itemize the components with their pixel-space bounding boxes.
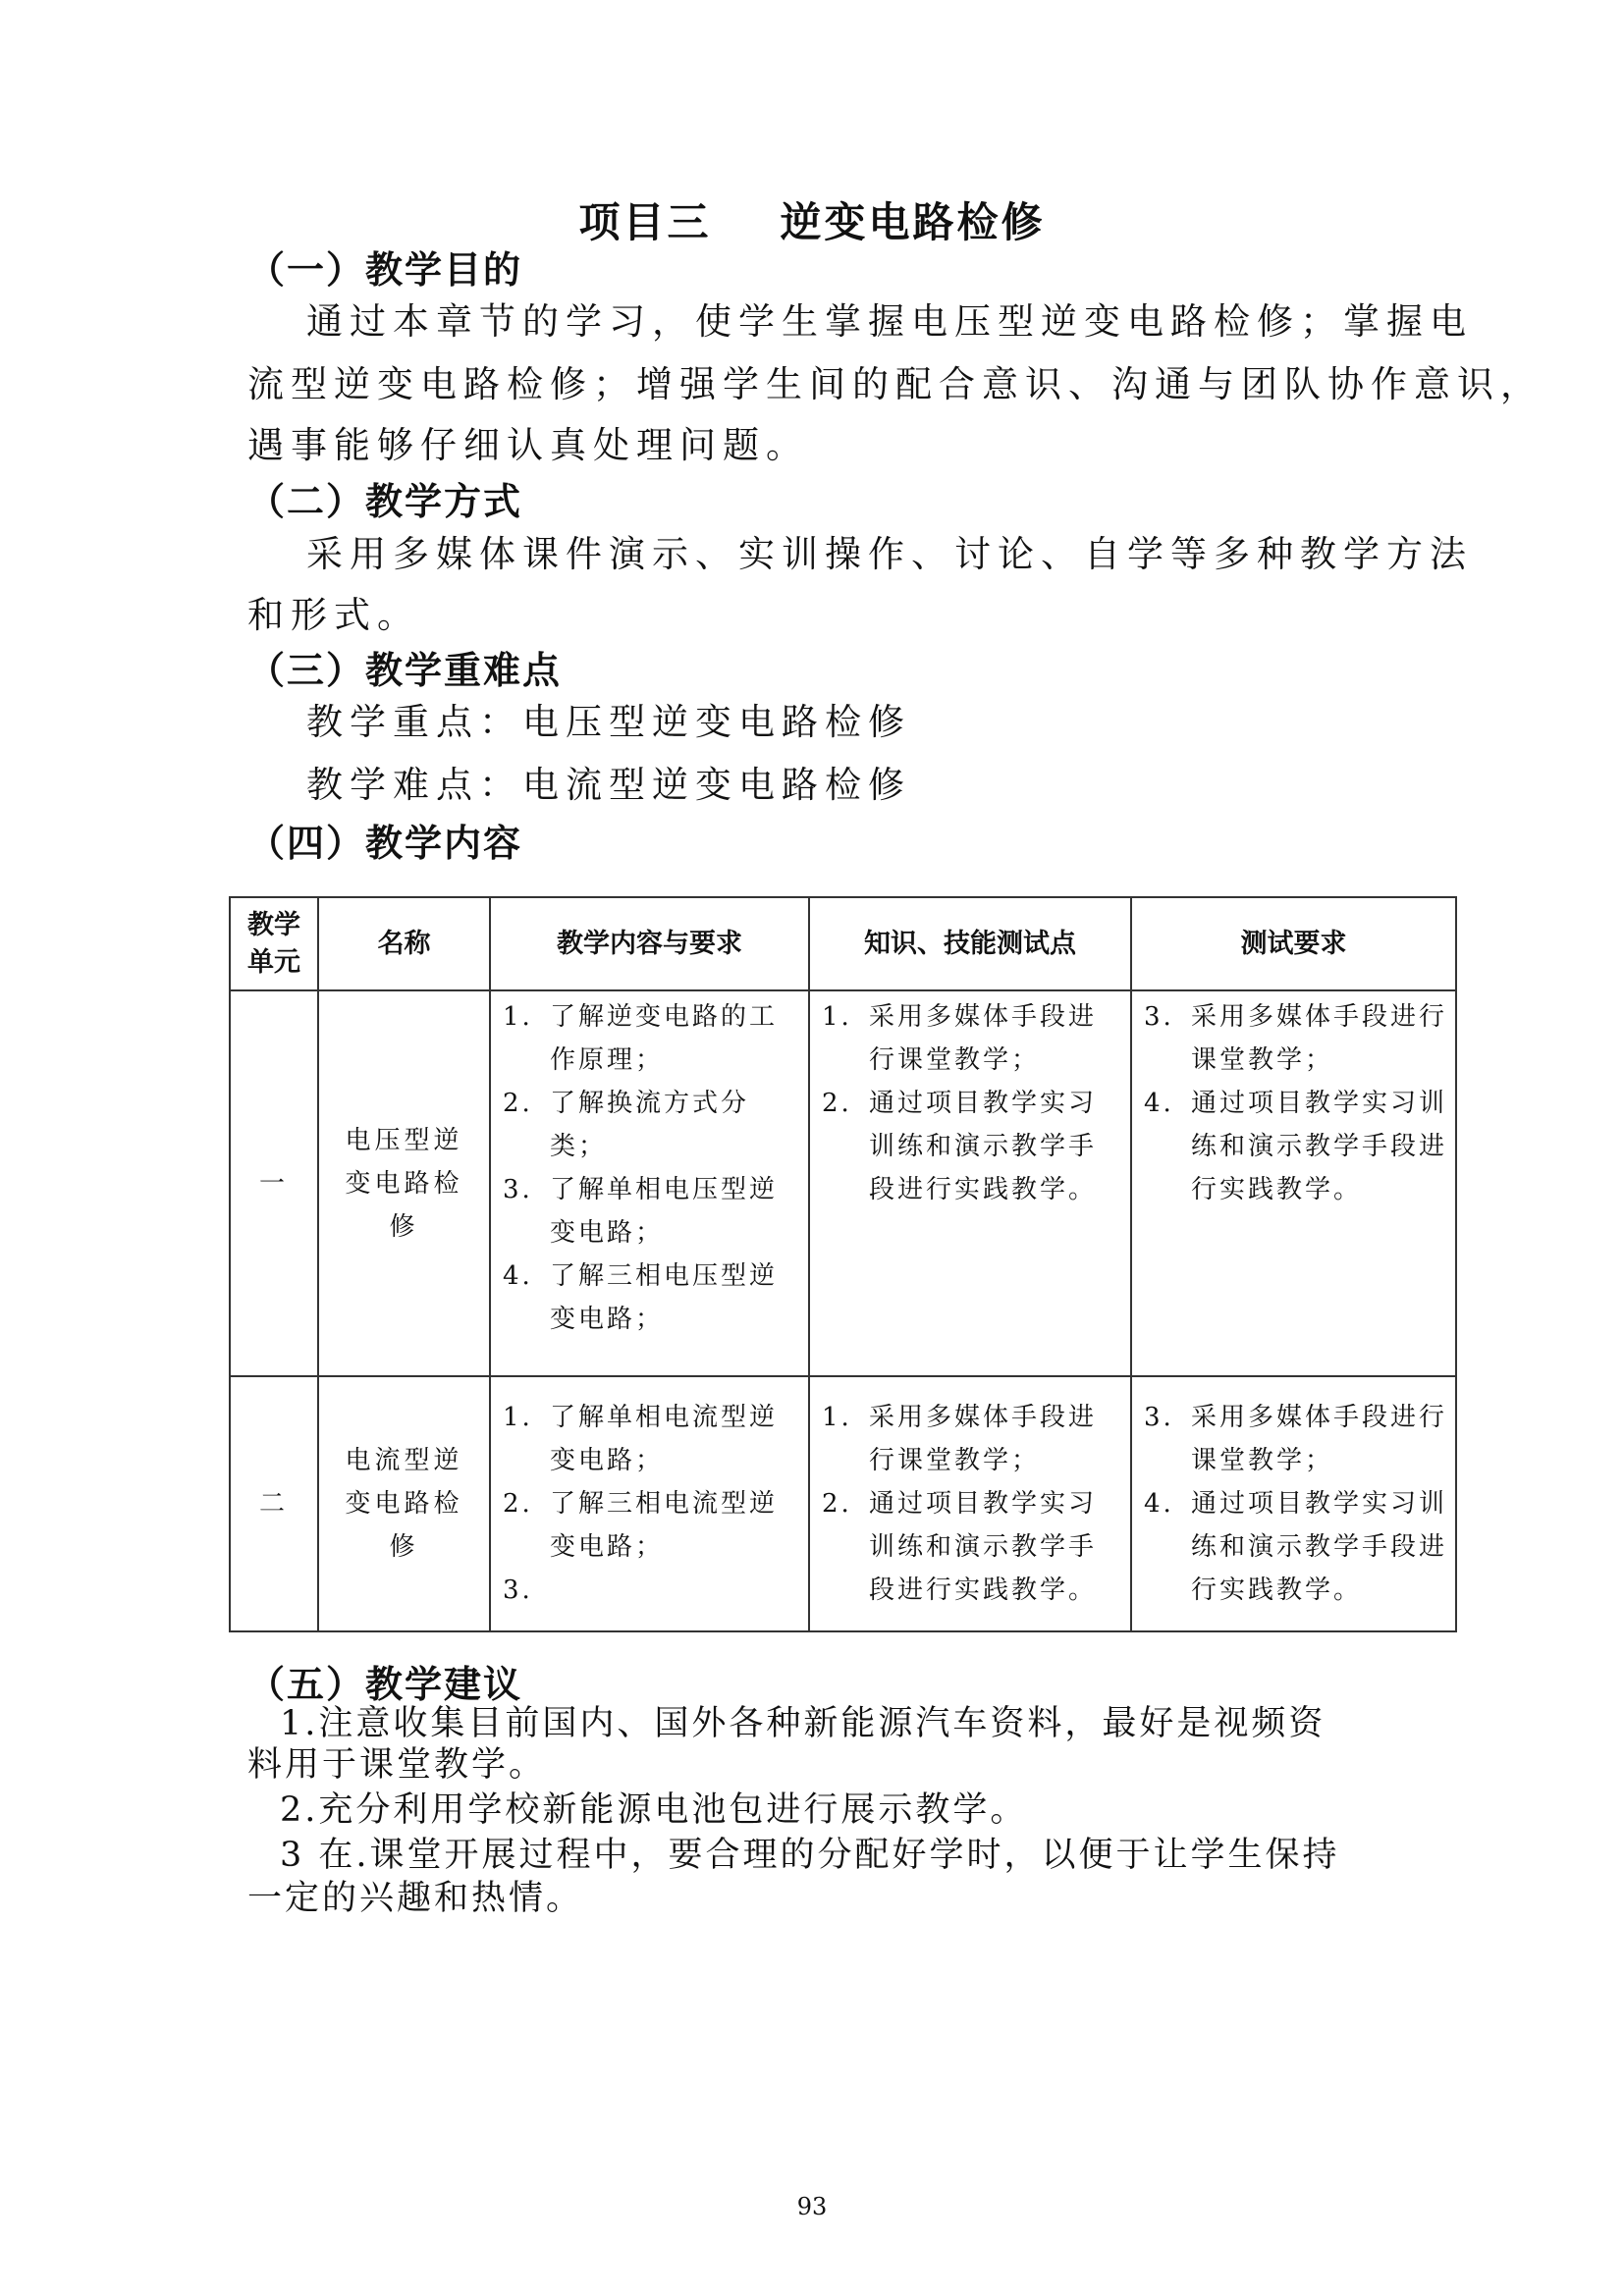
suggestion-line: 1.注意收集目前国内、国外各种新能源汽车资料，最好是视频资 <box>280 1704 1326 1743</box>
list-item: 1. 采用多媒体手段进行课堂教学； <box>822 1403 1098 1475</box>
list-item: 3. 了解单相电压型逆变电路； <box>503 1175 779 1248</box>
table-header-row <box>230 897 1456 990</box>
suggestion-line: 料用于课堂教学。 <box>247 1745 547 1785</box>
test-points-cell <box>809 1376 1131 1631</box>
content-cell <box>490 990 809 1376</box>
list-item: 1. 采用多媒体手段进行课堂教学； <box>822 1002 1098 1075</box>
teaching-content-table <box>229 896 1457 1632</box>
test-requirements-cell <box>1131 1376 1456 1631</box>
header-name: 名称 <box>318 897 490 990</box>
list-item: 2. 了解换流方式分类； <box>503 1089 750 1161</box>
test-requirements-cell <box>1131 990 1456 1376</box>
list-item: 1. 了解逆变电路的工作原理； <box>503 1002 779 1075</box>
list-item: 3. 采用多媒体手段进行课堂教学； <box>1144 1002 1448 1075</box>
header-unit: 教学 单元 <box>230 897 318 990</box>
section-heading-content: （四）教学内容 <box>247 821 523 865</box>
suggestion-line: 一定的兴趣和热情。 <box>247 1879 584 1918</box>
name-cell: 电压型逆 变电路检 修 <box>318 990 490 1376</box>
table-row <box>230 990 1456 1376</box>
paragraph-line: 流型逆变电路检修；增强学生间的配合意识、沟通与团队协作意识， <box>247 363 1543 405</box>
name-cell: 电流型逆 变电路检 修 <box>318 1376 490 1631</box>
content-cell <box>490 1376 809 1631</box>
header-test-points: 知识、技能测试点 <box>809 897 1131 990</box>
list-item: 1. 了解单相电流型逆变电路； <box>503 1403 779 1475</box>
paragraph-line: 采用多媒体课件演示、实训操作、讨论、自学等多种教学方法 <box>306 533 1473 575</box>
list-item: 4. 通过项目教学实习训练和演示教学手段进行实践教学。 <box>1144 1489 1448 1605</box>
list-item: 2. 了解三相电流型逆变电路； <box>503 1489 779 1562</box>
test-points-cell <box>809 990 1131 1376</box>
section-heading-key-points: （三）教学重难点 <box>247 648 563 692</box>
suggestion-line: 3 在.课堂开展过程中，要合理的分配好学时，以便于让学生保持 <box>280 1836 1340 1875</box>
page-title: 项目三 逆变电路检修 <box>578 198 1046 246</box>
unit-cell: 二 <box>230 1376 318 1631</box>
section-heading-suggestions: （五）教学建议 <box>247 1662 523 1706</box>
paragraph-line: 通过本章节的学习，使学生掌握电压型逆变电路检修；掌握电 <box>306 300 1473 343</box>
list-item: 2. 通过项目教学实习训练和演示教学手段进行实践教学。 <box>822 1089 1098 1204</box>
list-item: 3. 采用多媒体手段进行课堂教学； <box>1144 1403 1448 1475</box>
list-item: 4. 了解三相电压型逆变电路； <box>503 1261 779 1334</box>
paragraph-line: 和形式。 <box>247 594 420 636</box>
teaching-focus: 教学重点：电压型逆变电路检修 <box>306 701 911 743</box>
list-item: 2. 通过项目教学实习训练和演示教学手段进行实践教学。 <box>822 1489 1098 1605</box>
section-heading-method: （二）教学方式 <box>247 479 523 523</box>
header-content: 教学内容与要求 <box>490 897 809 990</box>
header-test-requirements: 测试要求 <box>1131 897 1456 990</box>
section-heading-purpose: （一）教学目的 <box>247 247 523 292</box>
unit-cell: 一 <box>230 990 318 1376</box>
paragraph-line: 遇事能够仔细认真处理问题。 <box>247 424 809 466</box>
page-number: 93 <box>796 2193 828 2220</box>
suggestion-line: 2.充分利用学校新能源电池包进行展示教学。 <box>280 1790 1028 1830</box>
teaching-difficulty: 教学难点：电流型逆变电路检修 <box>306 764 911 806</box>
table-row <box>230 1376 1456 1631</box>
list-item: 4. 通过项目教学实习训练和演示教学手段进行实践教学。 <box>1144 1089 1448 1204</box>
list-item: 3. <box>503 1575 533 1605</box>
